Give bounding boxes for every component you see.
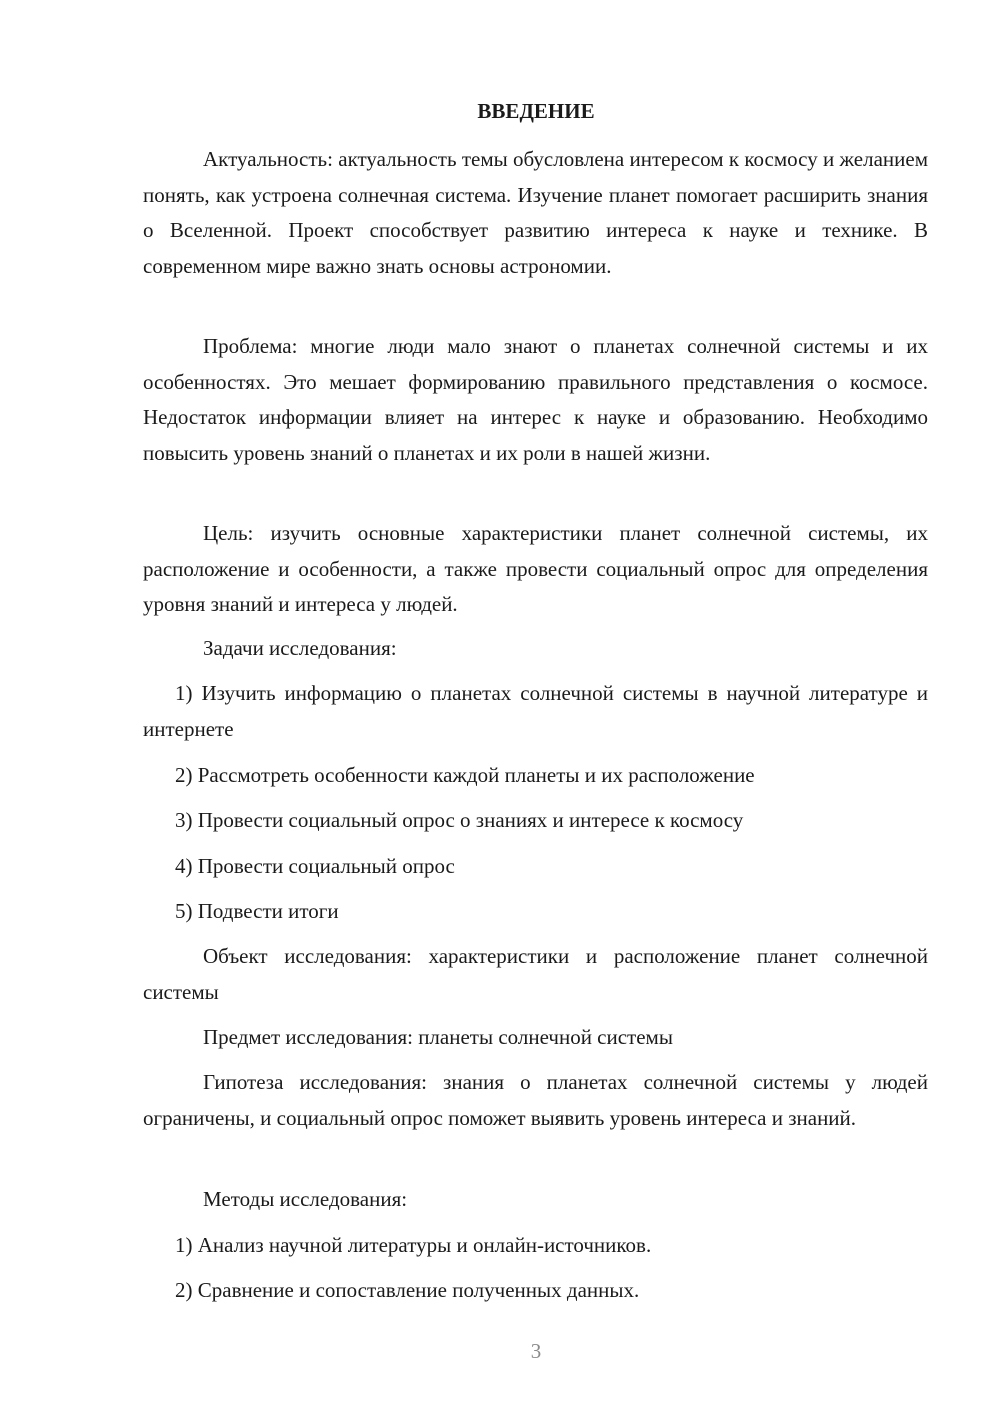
task-item-1: 1) Изучить информацию о планетах солнечной системы в научной литературе и интернете xyxy=(143,681,928,741)
subject-paragraph: Предмет исследования: планеты солнечной системы xyxy=(203,1025,673,1049)
task-item-5: 5) Подвести итоги xyxy=(175,899,339,923)
relevance-paragraph: Актуальность: актуальность темы обусловлена интересом к космосу и желанием понять, как устроена солнечная система. Изучение планет помогает расширить знания о Вселенной. Проект способствует развитию интереса к науке и технике. В современном мире важно знать основы астрономии. xyxy=(143,147,928,278)
object-paragraph: Объект исследования: характеристики и расположение планет солнечной системы xyxy=(143,944,928,1004)
method-item-2: 2) Сравнение и сопоставление полученных данных. xyxy=(175,1278,640,1302)
tasks-heading: Задачи исследования: xyxy=(203,636,397,660)
task-item-3: 3) Провести социальный опрос о знаниях и интересе к космосу xyxy=(175,808,744,832)
hypothesis-paragraph: Гипотеза исследования: знания о планетах солнечной системы у людей ограничены, и социальный опрос поможет выявить уровень интереса и знаний. xyxy=(143,1070,928,1130)
methods-heading: Методы исследования: xyxy=(203,1187,408,1211)
goal-paragraph: Цель: изучить основные характеристики планет солнечной системы, их расположение и особенности, а также провести социальный опрос для определения уровня знаний и интереса у людей. xyxy=(143,521,928,616)
problem-paragraph: Проблема: многие люди мало знают о планетах солнечной системы и их особенностях. Это мешает формированию правильного представления о космосе. Недостаток информации влияет на интерес к науке и образованию. Необходимо повысить уровень знаний о планетах и их роли в нашей жизни. xyxy=(143,334,928,465)
task-item-2: 2) Рассмотреть особенности каждой планеты и их расположение xyxy=(175,763,755,787)
page-number: 3 xyxy=(530,1339,542,1363)
task-item-4: 4) Провести социальный опрос xyxy=(175,854,455,878)
method-item-1: 1) Анализ научной литературы и онлайн-источников. xyxy=(175,1233,652,1257)
page-title: ВВЕДЕНИЕ xyxy=(477,99,595,123)
